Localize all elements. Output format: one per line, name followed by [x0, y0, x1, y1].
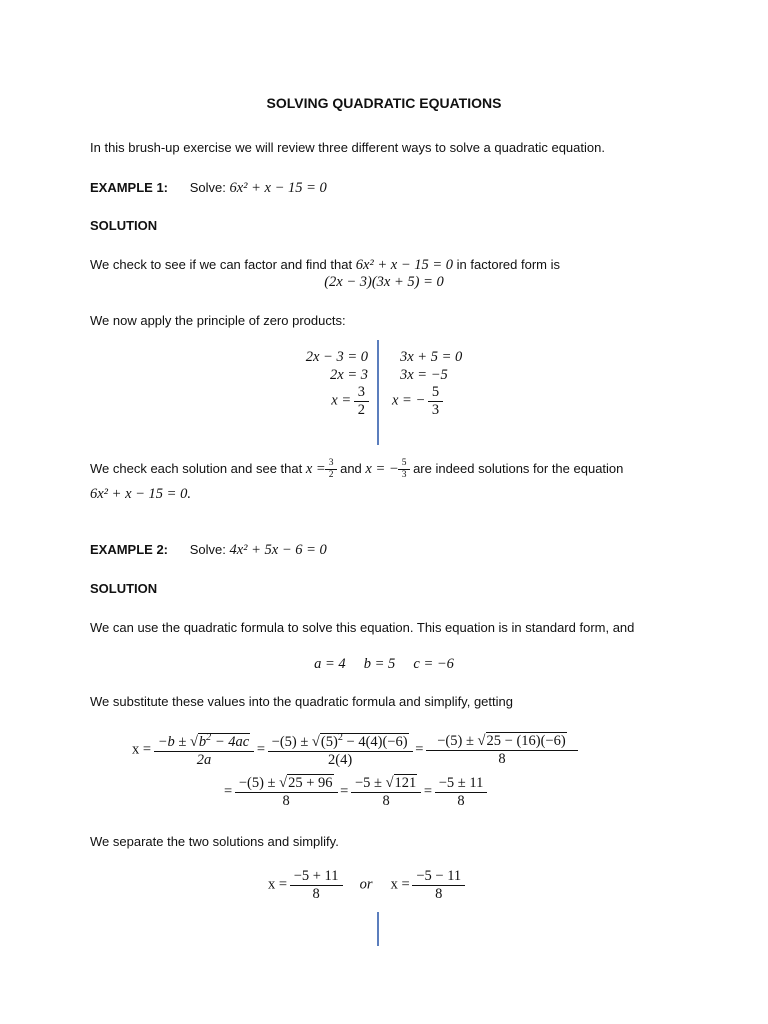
coef-b: b = 5: [363, 656, 396, 672]
factor-equation: 6x² + x − 15 = 0: [355, 257, 454, 273]
factor-sentence: [90, 257, 560, 274]
quadratic-formula-line-2: = $\frac{-(5) \pm √25 + 96}{8}$ = $\frac{-5 \pm √121}{8}$ = $\frac{-5 \pm 11}{8}$: [224, 775, 486, 809]
coefficients: [0, 656, 768, 673]
example2-label: EXAMPLE 2:: [90, 542, 169, 557]
check-frac-1-num: 3: [328, 458, 334, 468]
example1-heading: [90, 180, 327, 197]
zero-products-text: We now apply the principle of zero products:: [90, 313, 346, 328]
factor-text-b: in factored form is: [456, 257, 560, 272]
check-sentence: [90, 458, 623, 481]
solution-minus: $\frac{-5 - 11}{8}$: [414, 868, 463, 902]
example1-equation: 6x² + x − 15 = 0: [229, 180, 327, 196]
left-step-1: 2x − 3 = 0: [305, 349, 368, 365]
bottom-divider: [377, 912, 379, 946]
check-frac-2-num: 5: [401, 458, 407, 468]
separate-text: We separate the two solutions and simplify.: [90, 834, 339, 849]
right-step-3: [392, 384, 442, 418]
right-fraction-num: 5: [431, 384, 440, 400]
check-frac-2-den: 3: [398, 469, 411, 481]
coef-c: c = −6: [413, 656, 454, 672]
check-and: and: [340, 460, 362, 476]
right-fraction: [430, 384, 441, 418]
right-step-2: 3x = −5: [400, 367, 448, 383]
example2-equation: 4x² + 5x − 6 = 0: [229, 542, 327, 558]
or-word: or: [359, 876, 373, 893]
example2-heading: [90, 542, 327, 559]
solution-plus: $\frac{-5 + 11}{8}$: [292, 868, 341, 902]
check-frac-1-den: 2: [325, 469, 338, 481]
check-text-b: are indeed solutions for the equation: [413, 460, 624, 476]
formula-step-4: $\frac{-5 \pm √121}{8}$: [353, 775, 419, 809]
example2-solve-word: Solve:: [189, 542, 226, 557]
example2-solution-label: SOLUTION: [90, 581, 158, 596]
example1-solution-label: SOLUTION: [90, 218, 158, 233]
check-x2: x = −: [365, 460, 399, 477]
formula-step-3: $\frac{-(5) \pm √25 + 96}{8}$: [237, 775, 336, 809]
formula-step-2: $\frac{-(5) \pm √25 - (16)(-6)}{8}$: [428, 733, 576, 767]
formula-text: We can use the quadratic formula to solve this equation. This equation is in standard form, and: [90, 620, 635, 635]
example1-label: EXAMPLE 1:: [90, 180, 169, 195]
check-x1: x =: [305, 460, 326, 477]
left-fraction-num: 3: [357, 384, 365, 400]
left-fraction: [356, 384, 367, 418]
check-text-a: We check each solution and see that: [90, 460, 303, 476]
right-fraction-den: 3: [428, 401, 443, 419]
factor-text-a: We check to see if we can factor and find that: [90, 257, 353, 272]
example1-solve-word: Solve:: [189, 180, 226, 195]
formula-general: $\frac{-b \pm √b^2 - 4ac}{2a}$: [156, 732, 253, 768]
formula-step-5: $\frac{-5 \pm 11}{8}$: [437, 775, 486, 809]
separated-solutions: x = $\frac{-5 + 11}{8}$ or x = $\frac{-5 - 11}{8}$: [268, 868, 464, 902]
formula-substituted: $\frac{-(5) \pm √(5)^2 - 4(4)(-6)}{2(4)}$: [270, 732, 411, 768]
left-step-2: 2x = 3: [330, 367, 368, 383]
substitute-text: We substitute these values into the quadratic formula and simplify, getting: [90, 694, 513, 709]
page-title: SOLVING QUADRATIC EQUATIONS: [266, 95, 502, 111]
right-step-1: 3x + 5 = 0: [400, 349, 463, 365]
coef-a: a = 4: [314, 656, 346, 672]
left-step-3: [250, 384, 368, 418]
left-step-3-lhs: x =: [331, 392, 352, 409]
intro-paragraph: In this brush-up exercise we will review three different ways to solve a quadratic equation.: [90, 140, 605, 155]
left-fraction-den: 2: [354, 401, 369, 419]
check-frac-2: [400, 458, 409, 481]
factored-form: (2x − 3)(3x + 5) = 0: [324, 274, 444, 290]
check-final-equation: 6x² + x − 15 = 0.: [90, 486, 191, 502]
quadratic-formula-line-1: x = $\frac{-b \pm √b^2 - 4ac}{2a}$ = $\frac{-(5) \pm √(5)^2 - 4(4)(-6)}{2(4)}$ = $\frac{-(5) \pm √25 - (16)(-6)}{8}$: [132, 732, 577, 768]
right-step-3-lhs: x = −: [392, 392, 426, 409]
column-divider: [377, 340, 379, 445]
check-frac-1: [327, 458, 336, 481]
